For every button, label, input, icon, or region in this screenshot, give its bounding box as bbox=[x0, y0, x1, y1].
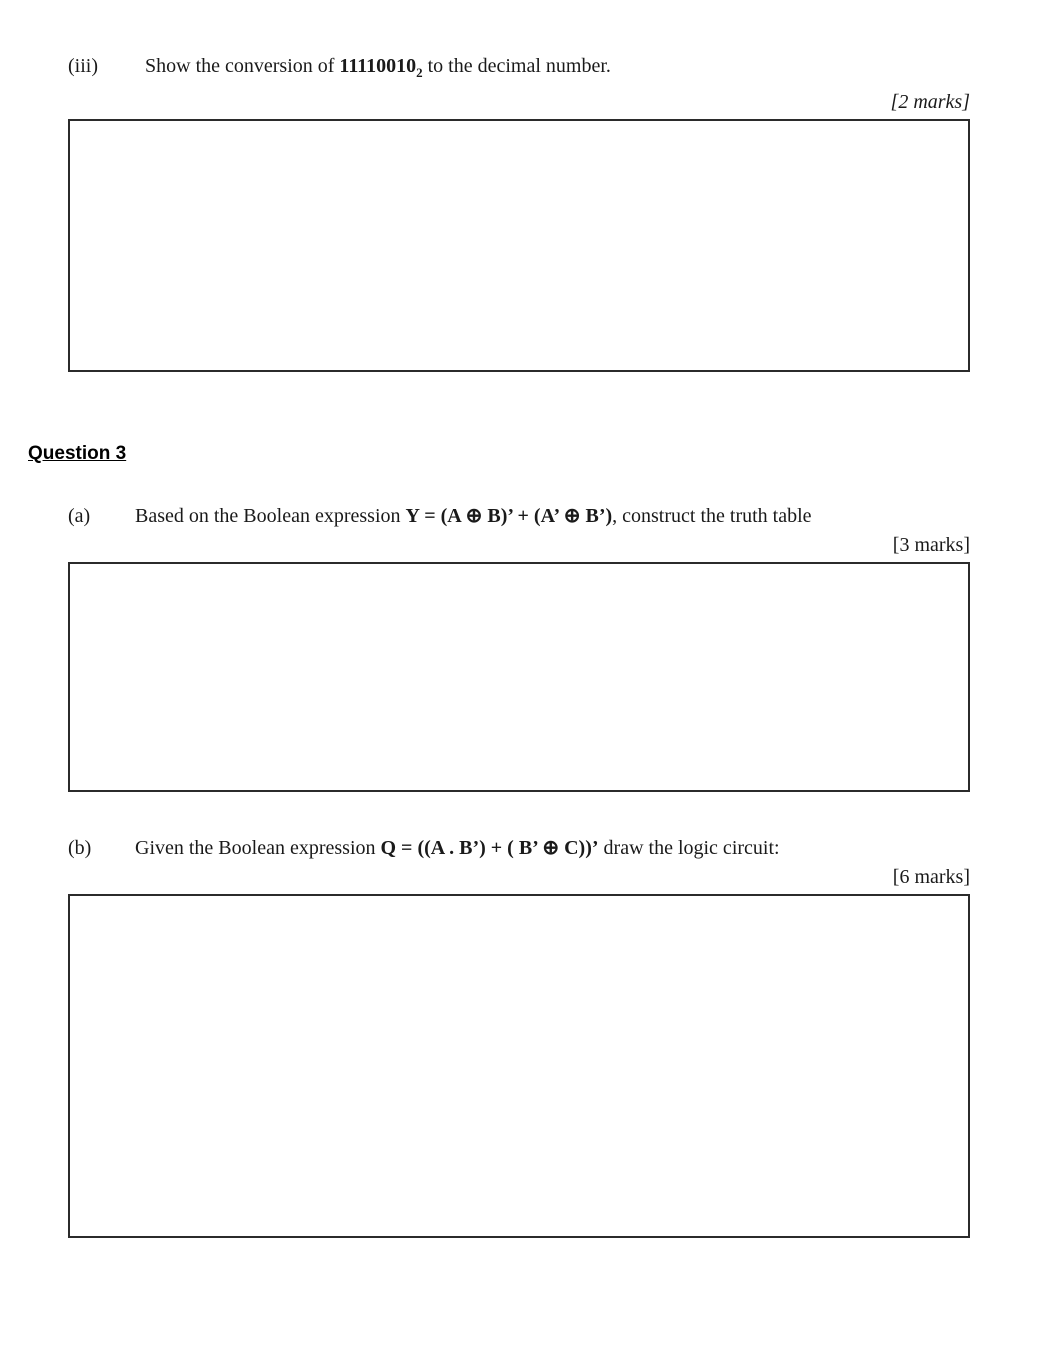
question-iii-text-suffix: to the decimal number. bbox=[422, 55, 611, 77]
question-iii-marks: [2 marks] bbox=[890, 91, 970, 113]
question-3a-label: (a) bbox=[68, 505, 91, 527]
answer-box-question-iii bbox=[68, 119, 970, 372]
question-3b-text-prefix: Given the Boolean expression bbox=[135, 837, 381, 859]
question-iii-line bbox=[68, 52, 970, 87]
question-3b-marks: [6 marks] bbox=[892, 866, 970, 888]
question-iii-text bbox=[145, 52, 611, 87]
question-3b-line bbox=[68, 834, 970, 862]
question-3-heading: Question 3 bbox=[28, 443, 127, 464]
question-3a-text bbox=[135, 502, 812, 530]
question-3a-line bbox=[68, 502, 970, 530]
question-3b-expression: Q = ((A . B’) + ( B’ ⊕ C))’ bbox=[380, 837, 599, 859]
answer-box-question-3a bbox=[68, 562, 970, 792]
question-iii-text-prefix: Show the conversion of bbox=[145, 55, 340, 77]
question-3b-text bbox=[135, 834, 780, 862]
question-iii-number: (iii) bbox=[68, 55, 98, 77]
answer-box-question-3b bbox=[68, 894, 970, 1238]
question-3a-section bbox=[68, 502, 970, 792]
question-iii-binary-subscript: 2 bbox=[416, 65, 423, 80]
question-3b-label: (b) bbox=[68, 837, 92, 859]
question-iii-section bbox=[68, 52, 970, 372]
question-3a-expression: Y = (A ⊕ B)’ + (A’ ⊕ B’) bbox=[405, 505, 613, 527]
question-3b-section bbox=[68, 834, 970, 1238]
question-iii-binary-value: 11110010 bbox=[339, 55, 417, 77]
question-3a-text-prefix: Based on the Boolean expression bbox=[135, 505, 406, 527]
question-3a-text-suffix: , construct the truth table bbox=[612, 505, 812, 527]
question-3b-text-suffix: draw the logic circuit: bbox=[598, 837, 780, 859]
question-3a-marks: [3 marks] bbox=[892, 534, 970, 556]
